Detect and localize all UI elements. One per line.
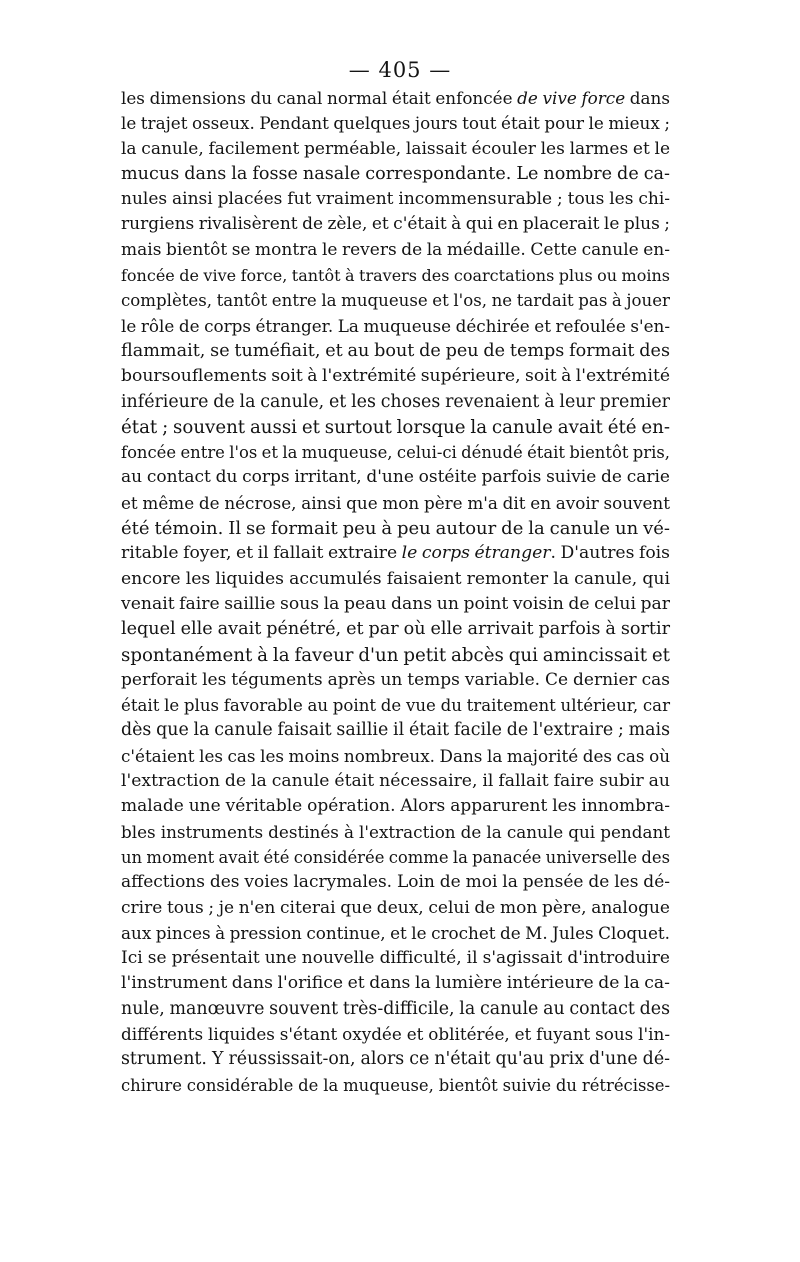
text-segment: chirure considérable de la muqueuse, bientôt suivie du rétrécisse-: [121, 1075, 670, 1095]
text-line: [121, 288, 670, 313]
text-line: [121, 86, 670, 111]
page-number: — 405 —: [348, 58, 452, 82]
text-line: [121, 820, 670, 845]
text-segment: différents liquides s'étant oxydée et oblitérée, et fuyant sous l'in-: [121, 1023, 670, 1044]
text-line: [121, 592, 670, 617]
text-segment: venait faire saillie sous la peau dans un point voisin de celui par: [121, 593, 670, 614]
text-line: [121, 997, 670, 1022]
text-segment: l'instrument dans l'orifice et dans la lumière intérieure de la ca-: [121, 973, 670, 994]
text-segment: été témoin. Il se formait peu à peu autour de la canule un vé-: [121, 518, 670, 540]
text-line: [121, 491, 670, 516]
text-segment: dès que la canule faisait saillie il était facile de l'extraire ; mais: [121, 720, 670, 741]
text-line: [121, 921, 670, 946]
text-line: [121, 870, 670, 895]
text-segment: crire tous ; je n'en citerai que deux, celui de mon père, analogue: [121, 897, 670, 918]
text-line: [121, 971, 670, 996]
text-segment: un moment avait été considérée comme la panacée universelle des: [121, 847, 670, 867]
text-line: [121, 541, 670, 566]
text-segment: lequel elle avait pénétré, et par où elle arrivait parfois à sortir: [121, 619, 670, 640]
text-segment: dans: [625, 88, 670, 108]
text-segment: rurgiens rivalisèrent de zèle, et c'était à qui en placerait le plus ;: [121, 214, 670, 235]
text-segment: le trajet osseux. Pendant quelques jours tout était pour le mieux ;: [121, 113, 670, 134]
text-segment: nule, manœuvre souvent très-difficile, la canule au contact des: [121, 998, 670, 1019]
text-line: [121, 1047, 670, 1072]
text-line: [121, 339, 670, 364]
text-segment: l'extraction de la canule était nécessaire, il fallait faire subir au: [121, 771, 670, 792]
text-segment: la canule, facilement perméable, laissait écouler les larmes et le: [121, 138, 670, 159]
text-line: [121, 390, 670, 415]
text-segment: perforait les téguments après un temps variable. Ce dernier cas: [121, 669, 670, 690]
text-segment: les dimensions du canal normal était enfoncée: [121, 88, 518, 108]
text-line: [121, 769, 670, 794]
text-line: [121, 744, 670, 769]
text-segment: foncée de vive force, tantôt à travers des coarctations plus ou moins: [121, 266, 670, 286]
text-line: [121, 794, 670, 819]
text-line: [121, 668, 670, 693]
text-segment: ritable foyer, et il fallait extraire: [121, 543, 402, 564]
text-segment: aux pinces à pression continue, et le crochet de M. Jules Cloquet.: [121, 922, 670, 943]
text-segment: flammait, se tuméfiait, et au bout de peu de temps formait des: [121, 340, 670, 361]
italic-text-segment: de vive force: [517, 88, 626, 108]
text-segment: état ; souvent aussi et surtout lorsque la canule avait été en-: [121, 416, 670, 438]
text-line: [121, 643, 670, 668]
text-line: [121, 187, 670, 212]
text-line: [121, 567, 670, 592]
text-line: [121, 212, 670, 237]
text-segment: spontanément à la faveur d'un petit abcès qui amincissait et: [121, 644, 670, 666]
text-segment: inférieure de la canule, et les choses revenaient à leur premier: [121, 391, 670, 412]
text-segment: était le plus favorable au point de vue du traitement ultérieur, car: [121, 696, 670, 716]
text-line: [121, 137, 670, 162]
text-segment: . D'autres fois: [550, 543, 670, 564]
text-line: [121, 693, 670, 718]
text-segment: bles instruments destinés à l'extraction de la canule qui pendant: [121, 821, 670, 842]
text-line: [121, 238, 670, 263]
text-line: [121, 1022, 670, 1047]
text-line: [121, 1073, 670, 1098]
text-segment: boursouflements soit à l'extrémité supérieure, soit à l'extrémité: [121, 366, 671, 387]
text-segment: foncée entre l'os et la muqueuse, celui-ci dénudé était bientôt pris,: [121, 443, 670, 463]
text-line: [121, 314, 670, 339]
text-segment: le rôle de corps étranger. La muqueuse déchirée et refoulée s'en-: [121, 315, 670, 336]
body-text: [121, 86, 670, 1098]
text-line: [121, 465, 670, 490]
text-line: [121, 896, 670, 921]
text-line: [121, 440, 670, 465]
text-segment: Ici se présentait une nouvelle difficulté, il s'agissait d'introduire: [121, 948, 670, 969]
text-segment: et même de nécrose, ainsi que mon père m'a dit en avoir souvent: [121, 492, 670, 513]
text-segment: mucus dans la fosse nasale correspondante. Le nombre de ca-: [121, 163, 670, 184]
text-line: [121, 845, 670, 870]
text-line: [121, 617, 670, 642]
text-segment: c'étaient les cas les moins nombreux. Dans la majorité des cas où: [121, 745, 670, 766]
text-segment: strument. Y réussissait-on, alors ce n'était qu'au prix d'une dé-: [121, 1049, 670, 1070]
text-segment: complètes, tantôt entre la muqueuse et l'os, ne tardait pas à jouer: [121, 291, 670, 311]
text-line: [121, 111, 670, 136]
text-segment: encore les liquides accumulés faisaient remonter la canule, qui: [121, 568, 670, 589]
text-segment: nules ainsi placées fut vraiment incommensurable ; tous les chi-: [121, 189, 670, 210]
text-line: [121, 364, 670, 389]
text-line: [121, 516, 670, 541]
text-segment: affections des voies lacrymales. Loin de moi la pensée de les dé-: [121, 872, 670, 893]
text-line: [121, 162, 670, 187]
text-segment: mais bientôt se montra le revers de la médaille. Cette canule en-: [121, 239, 670, 260]
text-line: [121, 415, 670, 440]
text-segment: au contact du corps irritant, d'une ostéite parfois suivie de carie: [121, 467, 670, 488]
text-line: [121, 718, 670, 743]
text-line: [121, 946, 670, 971]
text-segment: malade une véritable opération. Alors apparurent les innombra-: [121, 796, 670, 817]
italic-text-segment: le corps étranger: [401, 543, 551, 564]
text-line: [121, 263, 670, 288]
